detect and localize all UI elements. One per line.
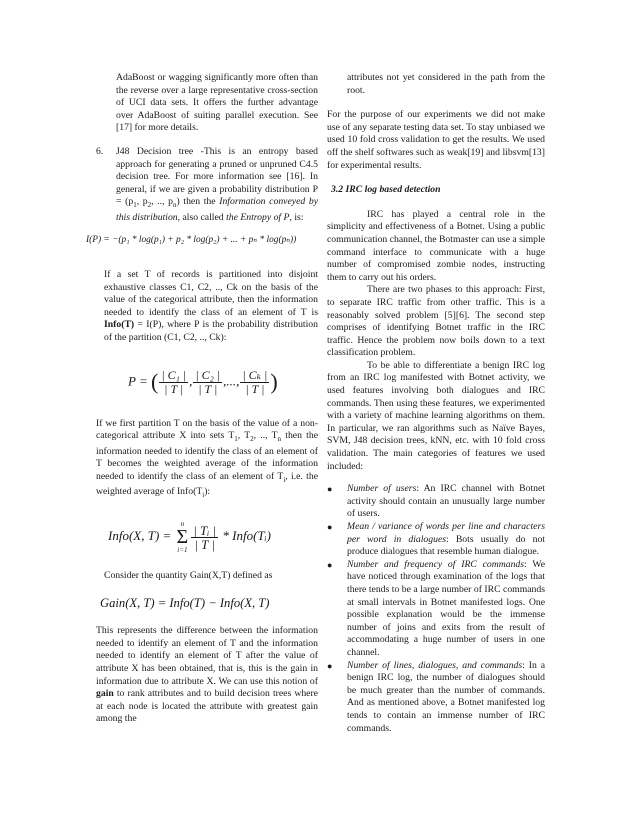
- list-item: ● Mean / variance of words per line and characters per word in dialogues: Bots usually do not produce dialogues that resemble human dialogue.: [327, 521, 545, 558]
- continuation-paragraph: attributes not yet considered in the path from the root.: [347, 72, 545, 96]
- bullet-icon: ●: [327, 484, 333, 495]
- bullet-icon: ●: [327, 522, 333, 532]
- bullet-icon: ●: [327, 660, 333, 671]
- gain-equation: Gain(X, T) = Info(T) − Info(X, T): [100, 595, 270, 610]
- adaboost-paragraph: AdaBoost or wagging significantly more often than the reverse over a large representative cross-section of UCI data sets. It offers the further advantage over AdaBoost of suiting parallel execution. See [17] for more details.: [116, 72, 318, 134]
- bullet-icon: ●: [327, 559, 333, 570]
- fraction-c1: $\frac{\text{| C₁ |}}{| T |}$: [161, 367, 187, 396]
- list-item: ● Number of lines, dialogues, and commands: In a benign IRC log, the number of dialogues should be much greater than the number of commands. And as mentioned above, a Botnet manifested log tends to contain an immense number of IRC commands.: [327, 659, 546, 734]
- list-item: ● Number and frequency of IRC commands: We have noticed through examination of the logs that there tends to be a large number of IRC commands at small intervals in Botnet manifested logs. One possible explanation would be the immense number of joins and exits from the result of accommodating a huge number of users in one channel.: [327, 558, 546, 658]
- summation: n Σ i=1: [176, 520, 189, 554]
- section-heading: 3.2 IRC log based detection: [331, 184, 441, 196]
- probability-distribution-equation: P = ( $\frac{\text{| C₁ |}}{| T |}$ , $\frac{\text{| C₂ |}}{| T |}$ ,..., $\frac{\text{| Cₖ |}}{| T |}$ ): [128, 367, 278, 396]
- list-number: 6.: [96, 145, 104, 157]
- feature-list: [327, 483, 545, 735]
- left-column: [86, 72, 319, 726]
- j48-paragraph: J48 Decision tree -This is an entropy based approach for generating a pruned or unpruned C4.5 decision tree. For more information see [16]. In general, if we are given a probability distribution $P = (p_1$, $p_2$, .., $p_n$) then the Information conveyed by this distribution, also called the Entropy of P, is:: [116, 145, 319, 223]
- first-partition-paragraph: If we first partition T on the basis of the value of a non-categorical attribute X into sets $T_1$, $T_2$, .., $T_n$ then the information needed to identify the class of an element of T becomes the weighted average of the information needed to identify the class of an element of $T_i$, i.e. the weighted average of $Info(T_i)$:: [96, 417, 319, 500]
- list-item-j48: [96, 146, 318, 225]
- purpose-paragraph: For the purpose of our experiments we did not make use of any separate testing data set. To stay unbiased we used 10 fold cross validation to get the results. We used off the shelf softwares such as weak[19] and libsvm[13] for experimental results.: [327, 109, 545, 171]
- info-weighted-equation: Info(X, T) = n Σ i=1 $\frac{\text{| Tᵢ |}}{| T |}$ * Info(Tᵢ): [108, 520, 272, 554]
- irc-paragraph: IRC has played a central role in the simplicity and effectiveness of a Botnet. Using a public communication channel, the Botmaster can use a simple command interface to communicate with a huge number of compromised zombie nodes, instructing them to carry out his orders.: [327, 208, 545, 283]
- list-item: ● Number of users: An IRC channel with Botnet activity should contain an unusually large number of users.: [327, 483, 545, 520]
- consider-paragraph: Consider the quantity Gain(X,T) defined as: [104, 570, 273, 581]
- gain-explanation-paragraph: This represents the difference between the information needed to identify an element of T and the information needed to identify an element of T after the value of attribute X has been obtained, that is, this is the gain in information due to attribute X. We can use this notion of gain to rank attributes and to build decision trees where at each node is located the attribute with greatest gain among the: [96, 625, 318, 725]
- partition-paragraph: If a set T of records is partitioned into disjoint exhaustive classes C1, C2, .., Ck on the basis of the value of the categorical attribute, then the information needed to identify the class of an element of T is Info(T) = I(P), where P is the probability distribution of the partition (C1, C2, .., Ck):: [104, 269, 318, 344]
- entropy-equation: I(P) = −(p₁ * log(p₁) + p₂ * log(p₂) + ... + pₙ * log(pₙ)): [86, 235, 297, 246]
- fraction-ck: $\frac{\text{| Cₖ |}}{| T |}$: [242, 367, 268, 396]
- phases-paragraph: There are two phases to this approach: First, to separate IRC traffic from other traffic. This is a reasonably solved problem [5][6]. The second step comprises of identifying Botnet traffic in the IRC traffic. Hence the problem now boils down to a text classification problem.: [327, 284, 545, 359]
- fraction-c2: $\frac{\text{| C₂ |}}{| T |}$: [195, 367, 221, 396]
- benign-paragraph: To be able to differentiate a benign IRC log from an IRC log manifested with Botnet activity, we used features involving both dialogues and IRC commands. Then using these features, we experimented with a variety of machine learning algorithms on them. In particular, we ran algorithms such as Naïve Bayes, SVM, J48 decision trees, kNN, etc. with 10 fold cross validation. The main categories of features we used included:: [327, 359, 545, 472]
- right-column: [327, 72, 545, 735]
- fraction-ti: $\frac{\text{| Tᵢ |}}{| T |}$: [193, 522, 217, 552]
